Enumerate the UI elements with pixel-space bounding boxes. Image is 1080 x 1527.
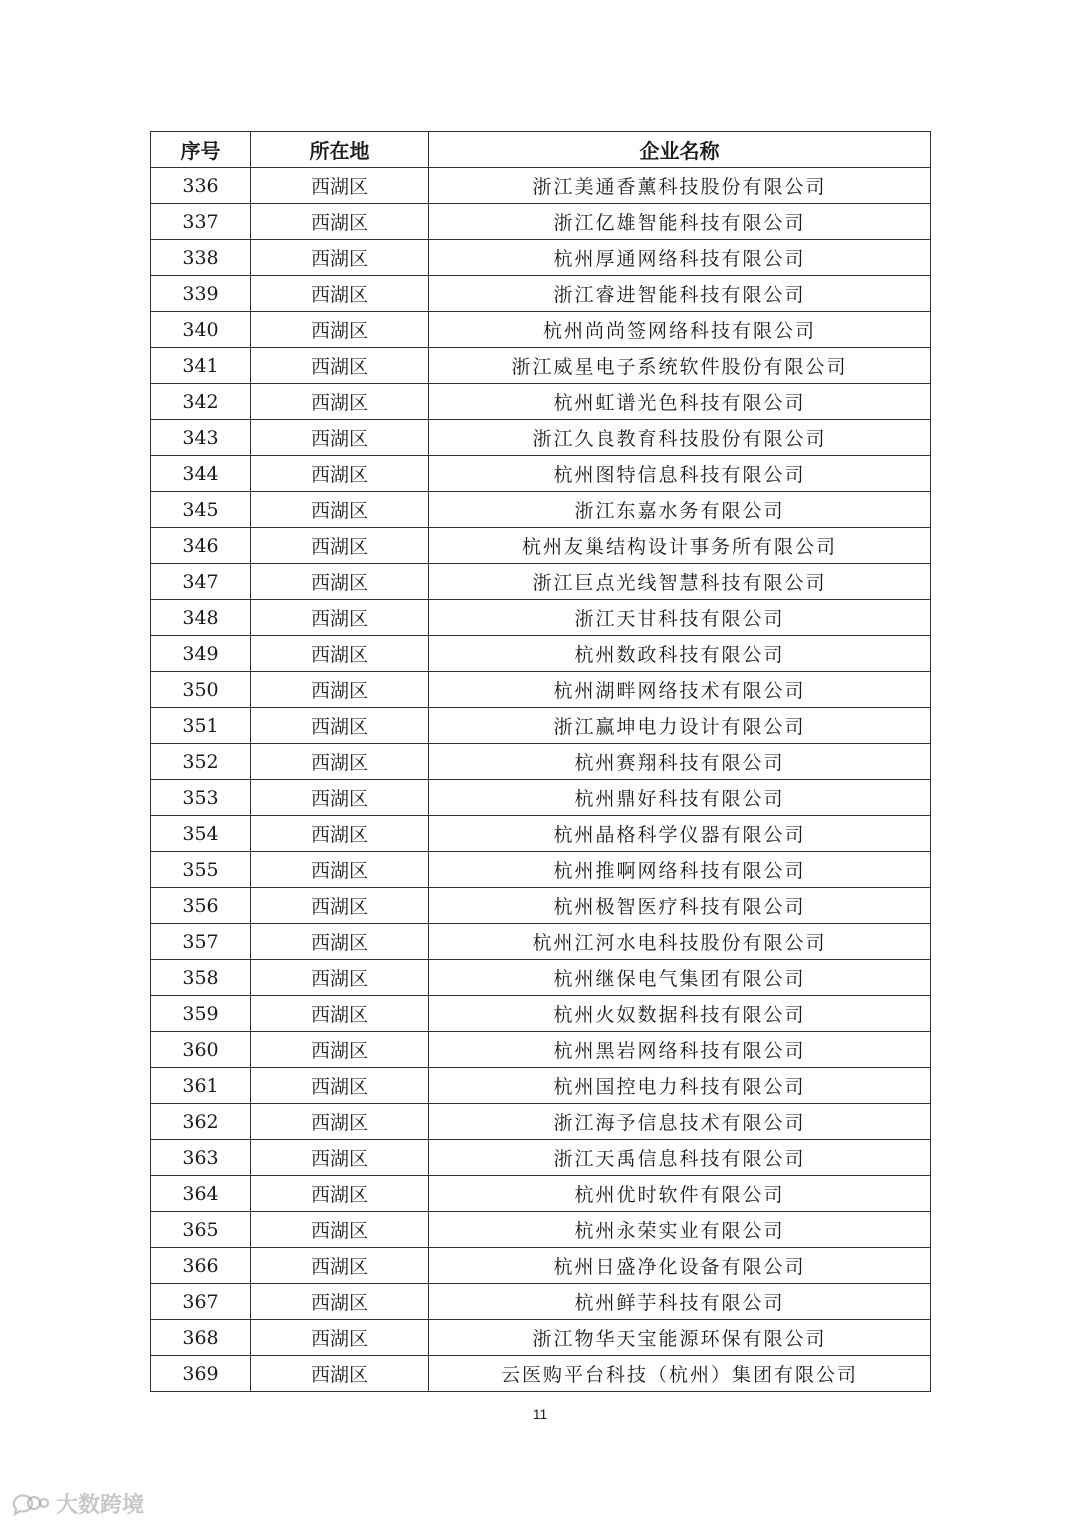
cell-serial-number: 365 — [151, 1212, 251, 1248]
cell-serial-number: 346 — [151, 528, 251, 564]
watermark-text: 大数跨境 — [56, 1492, 145, 1518]
cell-serial-number: 341 — [151, 348, 251, 384]
table-row — [151, 384, 931, 420]
table-row — [151, 348, 931, 384]
cell-company-name: 浙江物华天宝能源环保有限公司 — [429, 1320, 931, 1356]
header-location: 所在地 — [251, 132, 429, 168]
cell-location: 西湖区 — [251, 600, 429, 636]
cell-company-name: 杭州江河水电科技股份有限公司 — [429, 924, 931, 960]
cell-serial-number: 337 — [151, 204, 251, 240]
cell-location: 西湖区 — [251, 1104, 429, 1140]
table-row — [151, 168, 931, 204]
table-row — [151, 1356, 931, 1392]
cell-company-name: 杭州日盛净化设备有限公司 — [429, 1248, 931, 1284]
cell-serial-number: 339 — [151, 276, 251, 312]
cell-location: 西湖区 — [251, 168, 429, 204]
table-row — [151, 996, 931, 1032]
cell-location: 西湖区 — [251, 384, 429, 420]
cell-company-name: 浙江天禹信息科技有限公司 — [429, 1140, 931, 1176]
cell-serial-number: 357 — [151, 924, 251, 960]
cell-company-name: 杭州火奴数据科技有限公司 — [429, 996, 931, 1032]
table-row — [151, 528, 931, 564]
cell-serial-number: 358 — [151, 960, 251, 996]
cell-company-name: 浙江睿进智能科技有限公司 — [429, 276, 931, 312]
cell-location: 西湖区 — [251, 528, 429, 564]
cell-serial-number: 359 — [151, 996, 251, 1032]
cell-serial-number: 338 — [151, 240, 251, 276]
cell-company-name: 浙江美通香薰科技股份有限公司 — [429, 168, 931, 204]
cell-company-name: 杭州优时软件有限公司 — [429, 1176, 931, 1212]
cell-serial-number: 350 — [151, 672, 251, 708]
cell-company-name: 杭州友巢结构设计事务所有限公司 — [429, 528, 931, 564]
cell-serial-number: 344 — [151, 456, 251, 492]
cell-company-name: 杭州尚尚签网络科技有限公司 — [429, 312, 931, 348]
cell-company-name: 杭州鲜芋科技有限公司 — [429, 1284, 931, 1320]
cell-company-name: 杭州厚通网络科技有限公司 — [429, 240, 931, 276]
table-row — [151, 1284, 931, 1320]
cell-serial-number: 361 — [151, 1068, 251, 1104]
cell-location: 西湖区 — [251, 312, 429, 348]
cell-serial-number: 360 — [151, 1032, 251, 1068]
cell-company-name: 杭州赛翔科技有限公司 — [429, 744, 931, 780]
table-row — [151, 312, 931, 348]
cell-location: 西湖区 — [251, 636, 429, 672]
table-row — [151, 204, 931, 240]
table-row — [151, 1068, 931, 1104]
cell-location: 西湖区 — [251, 816, 429, 852]
cell-company-name: 杭州鼎好科技有限公司 — [429, 780, 931, 816]
cell-location: 西湖区 — [251, 1284, 429, 1320]
cell-location: 西湖区 — [251, 564, 429, 600]
cell-location: 西湖区 — [251, 492, 429, 528]
cell-company-name: 杭州图特信息科技有限公司 — [429, 456, 931, 492]
cell-company-name: 杭州黑岩网络科技有限公司 — [429, 1032, 931, 1068]
table-row — [151, 1104, 931, 1140]
cell-company-name: 浙江威星电子系统软件股份有限公司 — [429, 348, 931, 384]
cell-company-name: 杭州国控电力科技有限公司 — [429, 1068, 931, 1104]
cell-company-name: 杭州数政科技有限公司 — [429, 636, 931, 672]
cell-location: 西湖区 — [251, 744, 429, 780]
cell-serial-number: 354 — [151, 816, 251, 852]
cell-location: 西湖区 — [251, 456, 429, 492]
cell-serial-number: 349 — [151, 636, 251, 672]
cell-serial-number: 353 — [151, 780, 251, 816]
cell-company-name: 杭州极智医疗科技有限公司 — [429, 888, 931, 924]
header-company-name: 企业名称 — [429, 132, 931, 168]
table-row — [151, 1032, 931, 1068]
cell-location: 西湖区 — [251, 1320, 429, 1356]
table-row — [151, 708, 931, 744]
table-row — [151, 960, 931, 996]
cell-serial-number: 368 — [151, 1320, 251, 1356]
table-row — [151, 564, 931, 600]
cell-serial-number: 345 — [151, 492, 251, 528]
table-row — [151, 492, 931, 528]
cell-location: 西湖区 — [251, 1212, 429, 1248]
cell-company-name: 杭州永荣实业有限公司 — [429, 1212, 931, 1248]
table-row — [151, 1176, 931, 1212]
cell-location: 西湖区 — [251, 1176, 429, 1212]
cell-serial-number: 366 — [151, 1248, 251, 1284]
table-row — [151, 672, 931, 708]
table-row — [151, 1320, 931, 1356]
table-row — [151, 1140, 931, 1176]
cell-location: 西湖区 — [251, 888, 429, 924]
table-header-row — [151, 132, 931, 168]
table-row — [151, 888, 931, 924]
cell-company-name: 浙江亿雄智能科技有限公司 — [429, 204, 931, 240]
table-row — [151, 456, 931, 492]
table-row — [151, 276, 931, 312]
cell-company-name: 杭州推啊网络科技有限公司 — [429, 852, 931, 888]
page-number: 11 — [532, 1406, 548, 1422]
cell-company-name: 杭州湖畔网络技术有限公司 — [429, 672, 931, 708]
cell-location: 西湖区 — [251, 672, 429, 708]
cell-serial-number: 362 — [151, 1104, 251, 1140]
cell-serial-number: 342 — [151, 384, 251, 420]
cell-location: 西湖区 — [251, 996, 429, 1032]
cell-serial-number: 355 — [151, 852, 251, 888]
cell-company-name: 浙江东嘉水务有限公司 — [429, 492, 931, 528]
cell-serial-number: 343 — [151, 420, 251, 456]
cell-company-name: 杭州虹谱光色科技有限公司 — [429, 384, 931, 420]
cell-serial-number: 367 — [151, 1284, 251, 1320]
table-row — [151, 1248, 931, 1284]
cell-serial-number: 347 — [151, 564, 251, 600]
table-row — [151, 924, 931, 960]
table-row — [151, 636, 931, 672]
cell-serial-number: 351 — [151, 708, 251, 744]
cell-location: 西湖区 — [251, 1248, 429, 1284]
cell-serial-number: 340 — [151, 312, 251, 348]
cell-location: 西湖区 — [251, 1032, 429, 1068]
table-row — [151, 240, 931, 276]
cell-location: 西湖区 — [251, 780, 429, 816]
table-body — [151, 168, 931, 1392]
table-row — [151, 780, 931, 816]
cell-location: 西湖区 — [251, 276, 429, 312]
header-serial-number: 序号 — [151, 132, 251, 168]
cell-location: 西湖区 — [251, 960, 429, 996]
table-row — [151, 1212, 931, 1248]
cell-company-name: 杭州晶格科学仪器有限公司 — [429, 816, 931, 852]
cell-location: 西湖区 — [251, 240, 429, 276]
cell-serial-number: 348 — [151, 600, 251, 636]
cell-location: 西湖区 — [251, 1356, 429, 1392]
cell-location: 西湖区 — [251, 708, 429, 744]
cell-location: 西湖区 — [251, 1140, 429, 1176]
cell-location: 西湖区 — [251, 204, 429, 240]
watermark — [10, 1488, 144, 1518]
cell-serial-number: 336 — [151, 168, 251, 204]
table-row — [151, 816, 931, 852]
table-row — [151, 600, 931, 636]
company-table — [150, 131, 931, 1392]
cell-company-name: 浙江天甘科技有限公司 — [429, 600, 931, 636]
cell-company-name: 浙江久良教育科技股份有限公司 — [429, 420, 931, 456]
cell-serial-number: 356 — [151, 888, 251, 924]
cell-company-name: 浙江巨点光线智慧科技有限公司 — [429, 564, 931, 600]
cell-serial-number: 364 — [151, 1176, 251, 1212]
cell-company-name: 浙江海予信息技术有限公司 — [429, 1104, 931, 1140]
cell-serial-number: 352 — [151, 744, 251, 780]
chat-bubbles-logo-icon — [10, 1490, 50, 1516]
table-row — [151, 852, 931, 888]
cell-location: 西湖区 — [251, 852, 429, 888]
cell-location: 西湖区 — [251, 420, 429, 456]
cell-company-name: 杭州继保电气集团有限公司 — [429, 960, 931, 996]
cell-company-name: 云医购平台科技（杭州）集团有限公司 — [429, 1356, 931, 1392]
cell-location: 西湖区 — [251, 924, 429, 960]
table-row — [151, 744, 931, 780]
cell-serial-number: 363 — [151, 1140, 251, 1176]
cell-location: 西湖区 — [251, 1068, 429, 1104]
cell-location: 西湖区 — [251, 348, 429, 384]
cell-company-name: 浙江赢坤电力设计有限公司 — [429, 708, 931, 744]
table-row — [151, 420, 931, 456]
cell-serial-number: 369 — [151, 1356, 251, 1392]
